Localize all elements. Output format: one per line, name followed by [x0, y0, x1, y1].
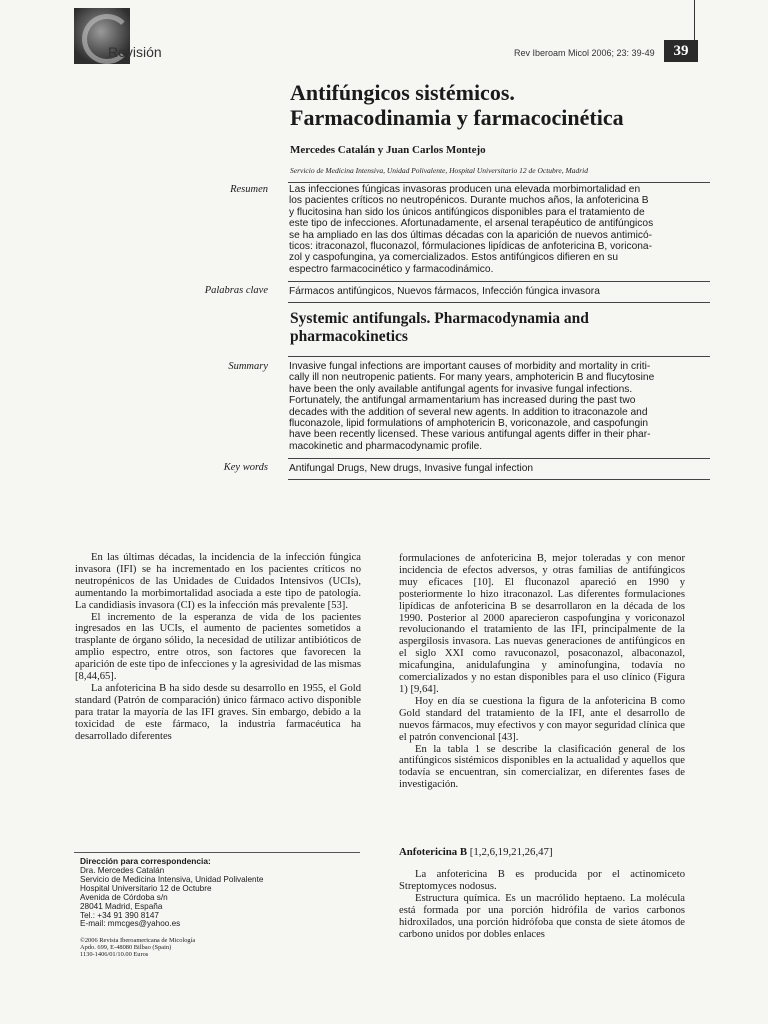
article-title-en — [290, 310, 710, 346]
resumen-line: y flucitosina han sido los únicos antifúngicos disponibles para el tratamiento de — [289, 206, 645, 218]
authors: Mercedes Catalán y Juan Carlos Montejo — [290, 144, 486, 156]
title-es-line-1: Antifúngicos sistémicos. — [290, 80, 515, 105]
summary-label: Summary — [228, 361, 268, 372]
body-paragraph: La anfotericina B es producida por el actinomiceto Streptomyces nodosus. — [399, 869, 685, 892]
affiliation: Servicio de Medicina Intensiva, Unidad Polivalente, Hospital Universitario 12 de Octubre, Madrid — [290, 166, 588, 175]
summary-line: decades with the addition of several new agents. In addition to itraconazole and — [289, 406, 648, 418]
body-column-right — [399, 553, 685, 791]
copyright-line: ©2006 Revista Iberoamericana de Micología — [80, 937, 196, 944]
copyright-line: Apdo. 699, E-48080 Bilbao (Spain) — [80, 944, 172, 952]
correspondence-rule — [74, 852, 360, 853]
journal-reference: Rev Iberoam Micol 2006; 23: 39-49 — [514, 48, 655, 58]
correspondence-line: Servicio de Medicina Intensiva, Unidad Polivalente — [80, 874, 264, 884]
title-en-line-1: Systemic antifungals. Pharmacodynamia and — [290, 310, 589, 327]
resumen-line: zol y caspofungina, ya comercializados. Estos antifúngicos difieren en su — [289, 252, 619, 264]
resumen-label: Resumen — [230, 184, 268, 195]
body-paragraph: formulaciones de anfotericina B, mejor toleradas y con menor incidencia de efectos adversos, y otras familias de antifúngicos muy eficaces [10]. El fluconazol apareció en 1990 y posteriormente lo hizo itraconazol. Las diferentes formulaciones lipídicas de anfotericina B se desarrollaron en la década de los 1990. Posterior al 2000 aparecieron caspofungina y voriconazol revolucionando el tratamiento de las IFI, principalmente de la aspergilosis invasora. Las nuevas generaciones de antifúngicos en el siglo XXI como ravuconazol, posaconazol, albaconazol, micafungina, anidulafungina y aminofungina, todavía no comercializados y no estan disponibles para el uso clínico (Figura 1) [9,64]. — [399, 553, 685, 695]
resumen-line: espectro farmacocinético y farmacodinámico. — [289, 263, 494, 275]
copyright-line: 1130-1406/01/10.00 Euros — [80, 951, 149, 959]
correspondence-line: Avenida de Córdoba s/n — [80, 892, 168, 902]
body-paragraph: En las últimas décadas, la incidencia de la infección fúngica invasora (IFI) se ha incrementado en los pacientes críticos no neutropénicos de las Unidades de Cuidados Intensivos (UCIs), aumentando la morbimortalidad asociada a este tipo de patología. La candidiasis invasora (CI) es la infección más prevalente [53]. — [75, 552, 361, 611]
summary-line: cally ill non neutropenic patients. For many years, amphotericin B and flucytosine — [289, 372, 655, 384]
resumen-line: se ha ampliado en las dos últimas décadas con la aparición de nuevos antimicó- — [289, 229, 652, 241]
body-paragraph: La anfotericina B ha sido desde su desarrollo en 1955, el Gold standard (Patrón de comparación) único fármaco activo disponible para tratar la mayoría de las IFI graves. Sin embargo, debido a la toxicidad de este fármaco, la industria farmacéutica ha desarrollado diferentes — [75, 682, 361, 742]
section-heading — [399, 846, 553, 858]
body-paragraph: El incremento de la esperanza de vida de los pacientes ingresados en las UCIs, el aumento de pacientes sometidos a trasplante de órgano sólido, la necesidad de utilizar antibióticos de amplio espectro, entre otros, son factores que favorecen la aparición de este tipo de infecciones y la agresividad de las mismas [8,44,65]. — [75, 611, 361, 683]
summary-line: Invasive fungal infections are important causes of morbidity and mortality in criti- — [289, 361, 651, 372]
correspondence-line: Tel.: +34 91 390 8147 — [80, 910, 159, 920]
page-number: 39 — [664, 40, 698, 62]
resumen-line: los pacientes críticos no neutropénicos. Durante muchos años, la anfotericina B — [289, 195, 649, 207]
correspondence-title: Dirección para correspondencia: — [80, 856, 211, 866]
palabras-clave-label: Palabras clave — [204, 285, 268, 296]
resumen-text — [289, 184, 711, 275]
rule-above-key-words — [288, 458, 710, 459]
rule-above-palabras-clave — [288, 281, 710, 282]
correspondence-line: 28041 Madrid, España — [80, 901, 163, 911]
body-column-left — [75, 552, 361, 743]
correspondence-address — [80, 867, 263, 929]
section-heading-title: Anfotericina B — [399, 846, 468, 858]
resumen-line: este tipo de infecciones. Afortunadamente, el arsenal terapéutico de antifúngicos — [289, 218, 654, 230]
rule-below-palabras-clave — [288, 302, 710, 303]
rule-above-summary — [288, 356, 710, 357]
correspondence-line: Dra. Mercedes Catalán — [80, 866, 165, 875]
palabras-clave-text: Fármacos antifúngicos, Nuevos fármacos, Infección fúngica invasora — [289, 286, 600, 297]
rule-above-resumen — [288, 182, 710, 183]
body-paragraph: Hoy en día se cuestiona la figura de la anfotericina B como Gold standard del tratamiento de la IFI, ante el desarrollo de nuevos fármacos, muy efectivos y con mayor seguridad clínica que el patrón convencional [43]. — [399, 695, 685, 743]
summary-text — [289, 361, 711, 452]
copyright-notice — [80, 937, 195, 959]
rule-below-key-words — [288, 479, 710, 480]
body-paragraph: Estructura química. Es un macrólido heptaeno. La molécula está formada por una porción hidrófila de varios carbonos hidroxilados, una porción hidrófoba que consta de siete átomos de carbono unidos por dobles enlaces — [399, 892, 685, 940]
key-words-text: Antifungal Drugs, New drugs, Invasive fungal infection — [289, 463, 534, 474]
summary-line: macokinetic and pharmacodynamic profile. — [289, 440, 483, 452]
body-paragraph: En la tabla 1 se describe la clasificación general de los antifúngicos sistémicos disponibles en la actualidad y aquellos que todavía se encuentran, sin comercializar, en diferentes fases de investigación. — [399, 743, 685, 791]
title-es-line-2: Farmacodinamia y farmacocinética — [290, 105, 624, 130]
title-en-line-2: pharmacokinetics — [290, 328, 408, 345]
header-rule — [694, 0, 695, 40]
key-words-label: Key words — [223, 462, 268, 473]
body-column-right-section — [399, 869, 685, 940]
resumen-line: ticos: itraconazol, fluconazol, fórmulaciones lipídicas de anfotericina B, voricona- — [289, 241, 652, 253]
summary-line: have been the only available antifungal agents for invasive fungal infections. — [289, 383, 633, 395]
correspondence-email: E-mail: mmcges@yahoo.es — [80, 919, 181, 929]
section-heading-refs: [1,2,6,19,21,26,47] — [469, 846, 553, 858]
section-label: Revisión — [108, 44, 162, 60]
summary-line: fluconazole, lipid formulations of amphotericin B, voriconazole, and caspofungin — [289, 418, 649, 430]
article-title-es — [290, 80, 710, 130]
summary-line: Fortunately, the antifungal armamentarium has increased during the past two — [289, 395, 636, 407]
summary-line: have been recently licensed. These various antifungal agents differ in their phar- — [289, 429, 651, 441]
resumen-line: Las infecciones fúngicas invasoras producen una elevada morbimortalidad en — [289, 184, 641, 195]
correspondence-line: Hospital Universitario 12 de Octubre — [80, 883, 212, 893]
